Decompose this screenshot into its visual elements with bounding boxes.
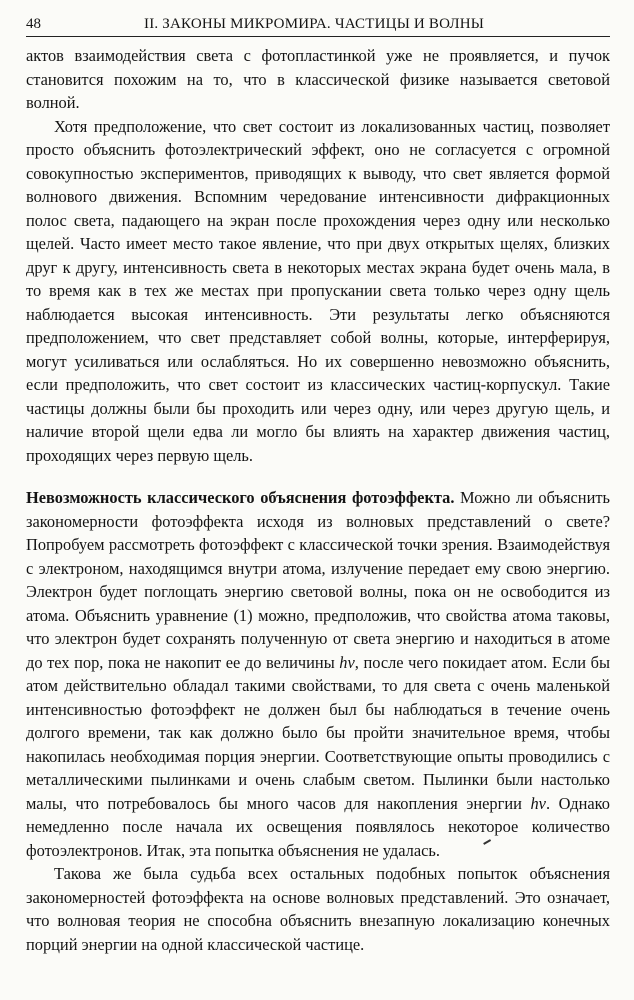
running-title: II. ЗАКОНЫ МИКРОМИРА. ЧАСТИЦЫ И ВОЛНЫ	[144, 16, 485, 32]
paragraph-wave-interference: Хотя предположение, что свет состоит из локализованных частиц, позволяет просто объяснить фотоэлектрический эффект, оно не согласуется с огромной совокупностью экспериментов, приводящих к выводу, что свет является формой волнового движения. Вспомним чередование интенсивности дифракционных полос света, падающего на экран после прохождения через одну или несколько щелей. Часто имеет место такое явление, что при двух открытых щелях, близких друг к другу, интенсивность света в некоторых местах экрана будет очень мала, в то время как в тех же местах при пропускании света только через одну щель наблюдается высокая интенсивность. Эти результаты легко объясняются предположением, что свет представляет собой волны, которые, интерферируя, могут усиливаться или ослабляться. Но их совершенно невозможно объяснить, если предположить, что свет состоит из классических частиц-корпускул. Такие частицы должны были бы проходить или через одну, или через другую щель, и наличие второй щели едва ли могло бы влиять на характер движения частиц, проходящих через первую щель.	[26, 116, 610, 465]
body-text	[26, 44, 610, 956]
paragraph-text-part-a: Можно ли объяснить закономерности фотоэффекта исходя из волновых представлений о свете? Попробуем рассмотреть фотоэффект с классической точки зрения. Взаимодействуя с электроном, находящимся внутри атома, излучение передает ему свою энергию. Электрон будет поглощать энергию световой волны, пока он не освободится из атома. Объяснить уравнение (1) можно, предположив, что свойства атома таковы, что электрон будет сохранять полученную от света энергию и находиться в атоме до тех пор, пока не накопит ее до величины	[26, 488, 610, 672]
paragraph-photoeffect-classical	[26, 486, 610, 862]
formula-h-nu: hν	[339, 652, 355, 672]
section-gap	[26, 467, 610, 486]
paragraph-conclusion: Такова же была судьба всех остальных подобных попыток объяснения закономерностей фотоэффекта на основе волновых представлений. Это означает, что волновая теория не способна объяснить внезапную локализацию конечных порций энергии на одной классической частице.	[26, 864, 610, 954]
formula-h-nu: hν	[530, 793, 546, 813]
page-header	[26, 14, 610, 37]
page-number: 48	[26, 16, 41, 32]
section-heading: Невозможность классического объяснения фотоэффекта.	[26, 488, 455, 507]
paragraph-text-part-b: , после чего покидает атом. Если бы атом действительно обладал такими свойствами, то для света с очень маленькой интенсивностью фотоэффект не должен был бы наблюдаться в течение очень долгого времени, так как должно было бы пройти значительное время, чтобы накопилась необходимая порция энергии. Соответствующие опыты проводились с металлическими пылинками и очень слабым светом. Пылинки были настолько малы, что потребовалось бы много часов для накопления энергии	[26, 652, 610, 813]
paragraph-text-part-c: . Однако немедленно после начала их освещения появлялось некоторое количество фотоэлектронов. Итак, эта попытка объяснения не удалась.	[26, 793, 610, 860]
paragraph-continuation: актов взаимодействия света с фотопластинкой уже не проявляется, и пучок становится похожим на то, что в классической физике называется световой волной.	[26, 46, 610, 112]
